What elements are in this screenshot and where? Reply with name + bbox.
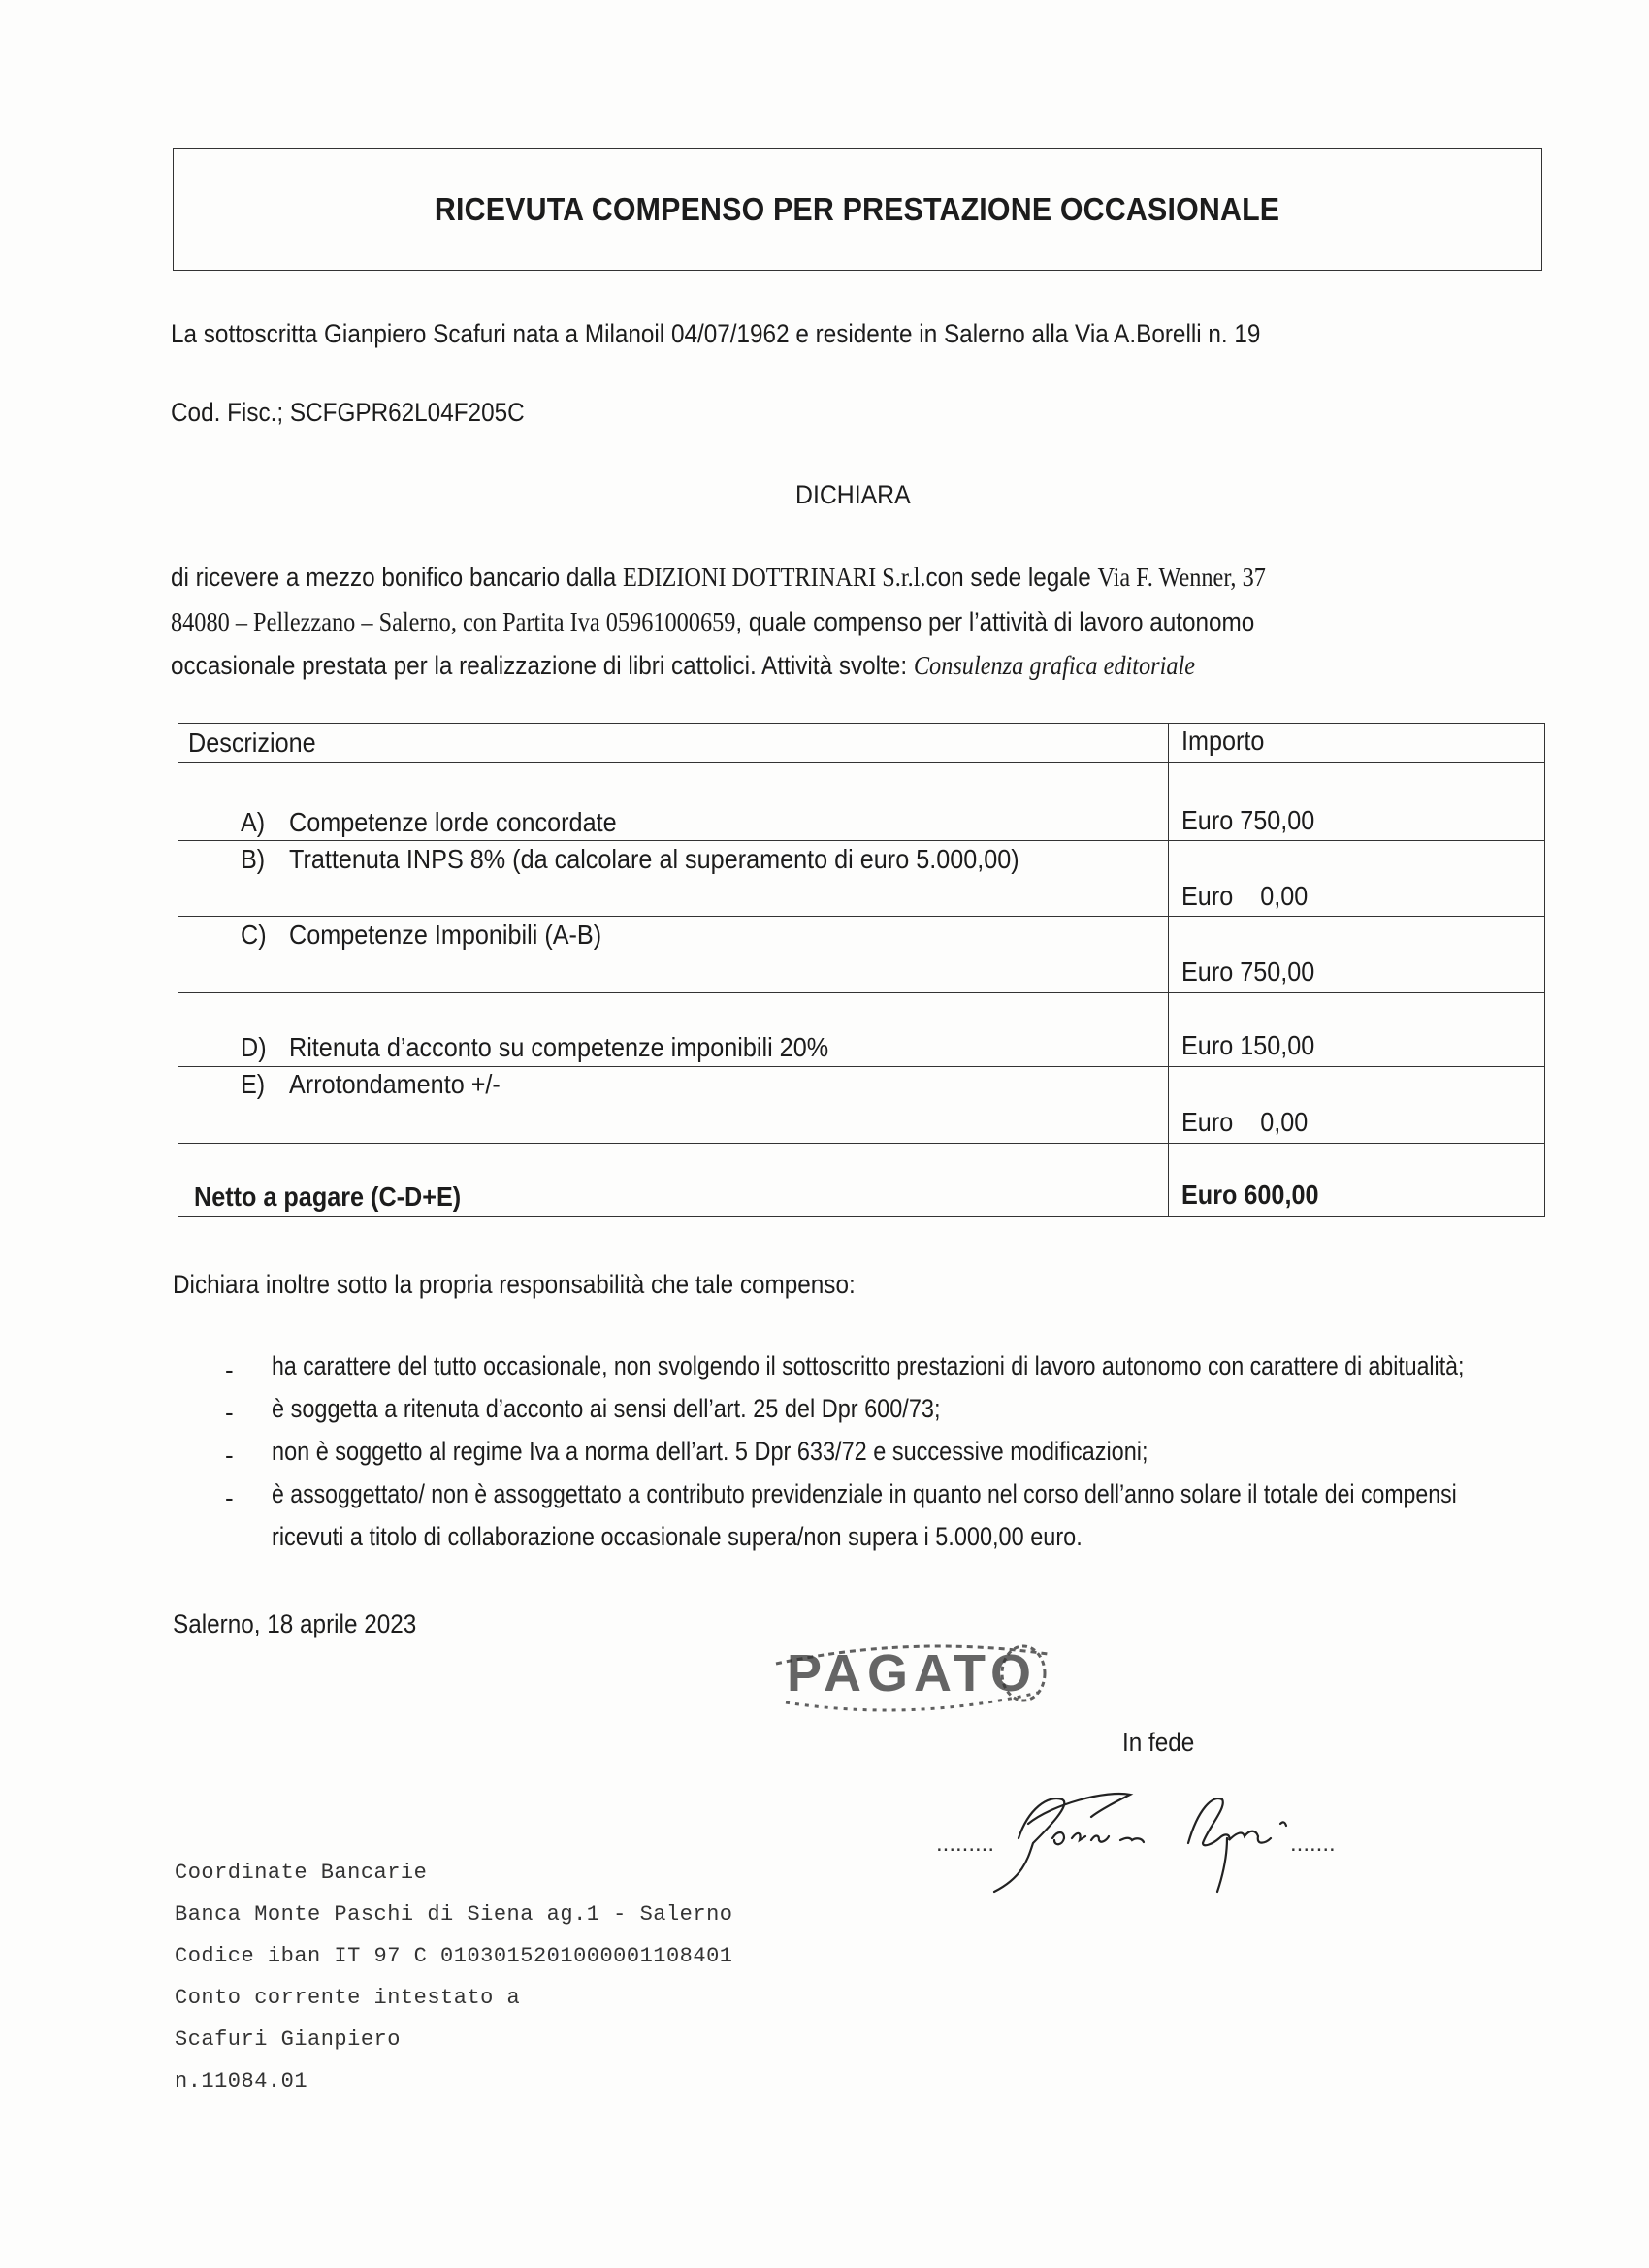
stamp-text: PAGATO (786, 1644, 1038, 1702)
row-letter: E) (241, 1069, 266, 1099)
bullet-dash: - (225, 1355, 234, 1384)
declaration-item: ha carattere del tutto occasionale, non svolgendo il sottoscritto prestazioni di lavoro autonomo con carattere di abitualità; (272, 1351, 1465, 1380)
row-divider (178, 1143, 1544, 1144)
paragraph-text: occasionale prestata per la realizzazione di libri cattolici. Attività svolte: (171, 651, 914, 680)
row-divider (178, 916, 1544, 917)
intro-line: La sottoscritta Gianpiero Scafuri nata a Milanoil 04/07/1962 e residente in Salerno alla Via A.Borelli n. 19 (171, 319, 1261, 348)
header-amount: Importo (1181, 726, 1265, 756)
paragraph-text: , quale compenso per l’attività di lavoro autonomo (735, 607, 1255, 636)
row-letter: A) (241, 807, 266, 837)
paragraph-text: con sede legale (925, 563, 1098, 592)
bullet-dash: - (225, 1441, 234, 1470)
document-title: RICEVUTA COMPENSO PER PRESTAZIONE OCCASIONALE (435, 191, 1280, 227)
row-letter: D) (241, 1032, 267, 1062)
paragraph-line-1 (171, 560, 1266, 595)
row-amount: Euro 750,00 (1181, 805, 1315, 835)
paid-stamp (766, 1615, 1057, 1732)
title-box (173, 148, 1542, 271)
declaration-item: non è soggetto al regime Iva a norma dell’art. 5 Dpr 633/72 e successive modificazioni; (272, 1437, 1148, 1466)
row-letter: B) (241, 844, 266, 874)
in-fede: In fede (1122, 1728, 1195, 1757)
bank-iban: Codice iban IT 97 C 0103015201000001108401 (175, 1944, 733, 1968)
bank-account-number: n.11084.01 (175, 2069, 308, 2093)
signature-dots: ....... (1290, 1831, 1336, 1857)
row-divider (178, 992, 1544, 993)
bullet-dash: - (225, 1398, 234, 1427)
row-amount: Euro 0,00 (1181, 1107, 1309, 1137)
row-amount: Euro 0,00 (1181, 881, 1309, 911)
declaration-item: è assoggettato/ non è assoggettato a contributo previdenziale in quanto nel corso dell’anno solare il totale dei compensi (272, 1479, 1457, 1508)
bank-heading: Coordinate Bancarie (175, 1861, 428, 1885)
company-name: EDIZIONI DOTTRINARI S.r.l. (623, 563, 926, 592)
row-description: Arrotondamento +/- (289, 1069, 501, 1099)
bank-name: Banca Monte Paschi di Siena ag.1 - Salerno (175, 1902, 733, 1927)
total-amount: Euro 600,00 (1181, 1180, 1319, 1210)
company-address: Via F. Wenner, 37 (1097, 563, 1266, 592)
paragraph-line-2 (171, 604, 1254, 639)
codice-fiscale: Cod. Fisc.; SCFGPR62L04F205C (171, 398, 525, 427)
row-description: Trattenuta INPS 8% (da calcolare al superamento di euro 5.000,00) (289, 844, 1019, 874)
activity-description: Consulenza grafica editoriale (913, 651, 1196, 680)
declaration-intro: Dichiara inoltre sotto la propria responsabilità che tale compenso: (173, 1270, 856, 1299)
paragraph-line-3 (171, 648, 1195, 683)
row-divider (178, 840, 1544, 841)
place-date: Salerno, 18 aprile 2023 (173, 1609, 417, 1638)
total-label: Netto a pagare (C-D+E) (194, 1182, 462, 1212)
row-letter: C) (241, 920, 267, 950)
row-description: Competenze lorde concordate (289, 807, 617, 837)
signature (936, 1770, 1373, 1896)
row-amount: Euro 150,00 (1181, 1030, 1315, 1060)
bank-account-holder-label: Conto corrente intestato a (175, 1986, 521, 2010)
dichiara-heading: DICHIARA (795, 480, 911, 509)
declaration-item-continued: ricevuti a titolo di collaborazione occasionale supera/non supera i 5.000,00 euro. (272, 1522, 1083, 1551)
bullet-dash: - (225, 1483, 234, 1512)
bank-account-holder: Scafuri Gianpiero (175, 2027, 401, 2052)
row-divider (178, 1066, 1544, 1067)
compensation-table (178, 723, 1545, 1217)
declaration-item: è soggetta a ritenuta d’acconto ai sensi dell’art. 25 del Dpr 600/73; (272, 1394, 941, 1423)
row-description: Ritenuta d’acconto su competenze imponibili 20% (289, 1032, 829, 1062)
paragraph-text: di ricevere a mezzo bonifico bancario dalla (171, 563, 624, 592)
row-divider (178, 762, 1544, 763)
row-amount: Euro 750,00 (1181, 956, 1315, 987)
header-description: Descrizione (188, 728, 316, 758)
company-city-vat: 84080 – Pellezzano – Salerno, con Partita Iva 05961000659 (171, 607, 736, 636)
signature-dots: ......... (936, 1831, 995, 1857)
row-description: Competenze Imponibili (A-B) (289, 920, 602, 950)
